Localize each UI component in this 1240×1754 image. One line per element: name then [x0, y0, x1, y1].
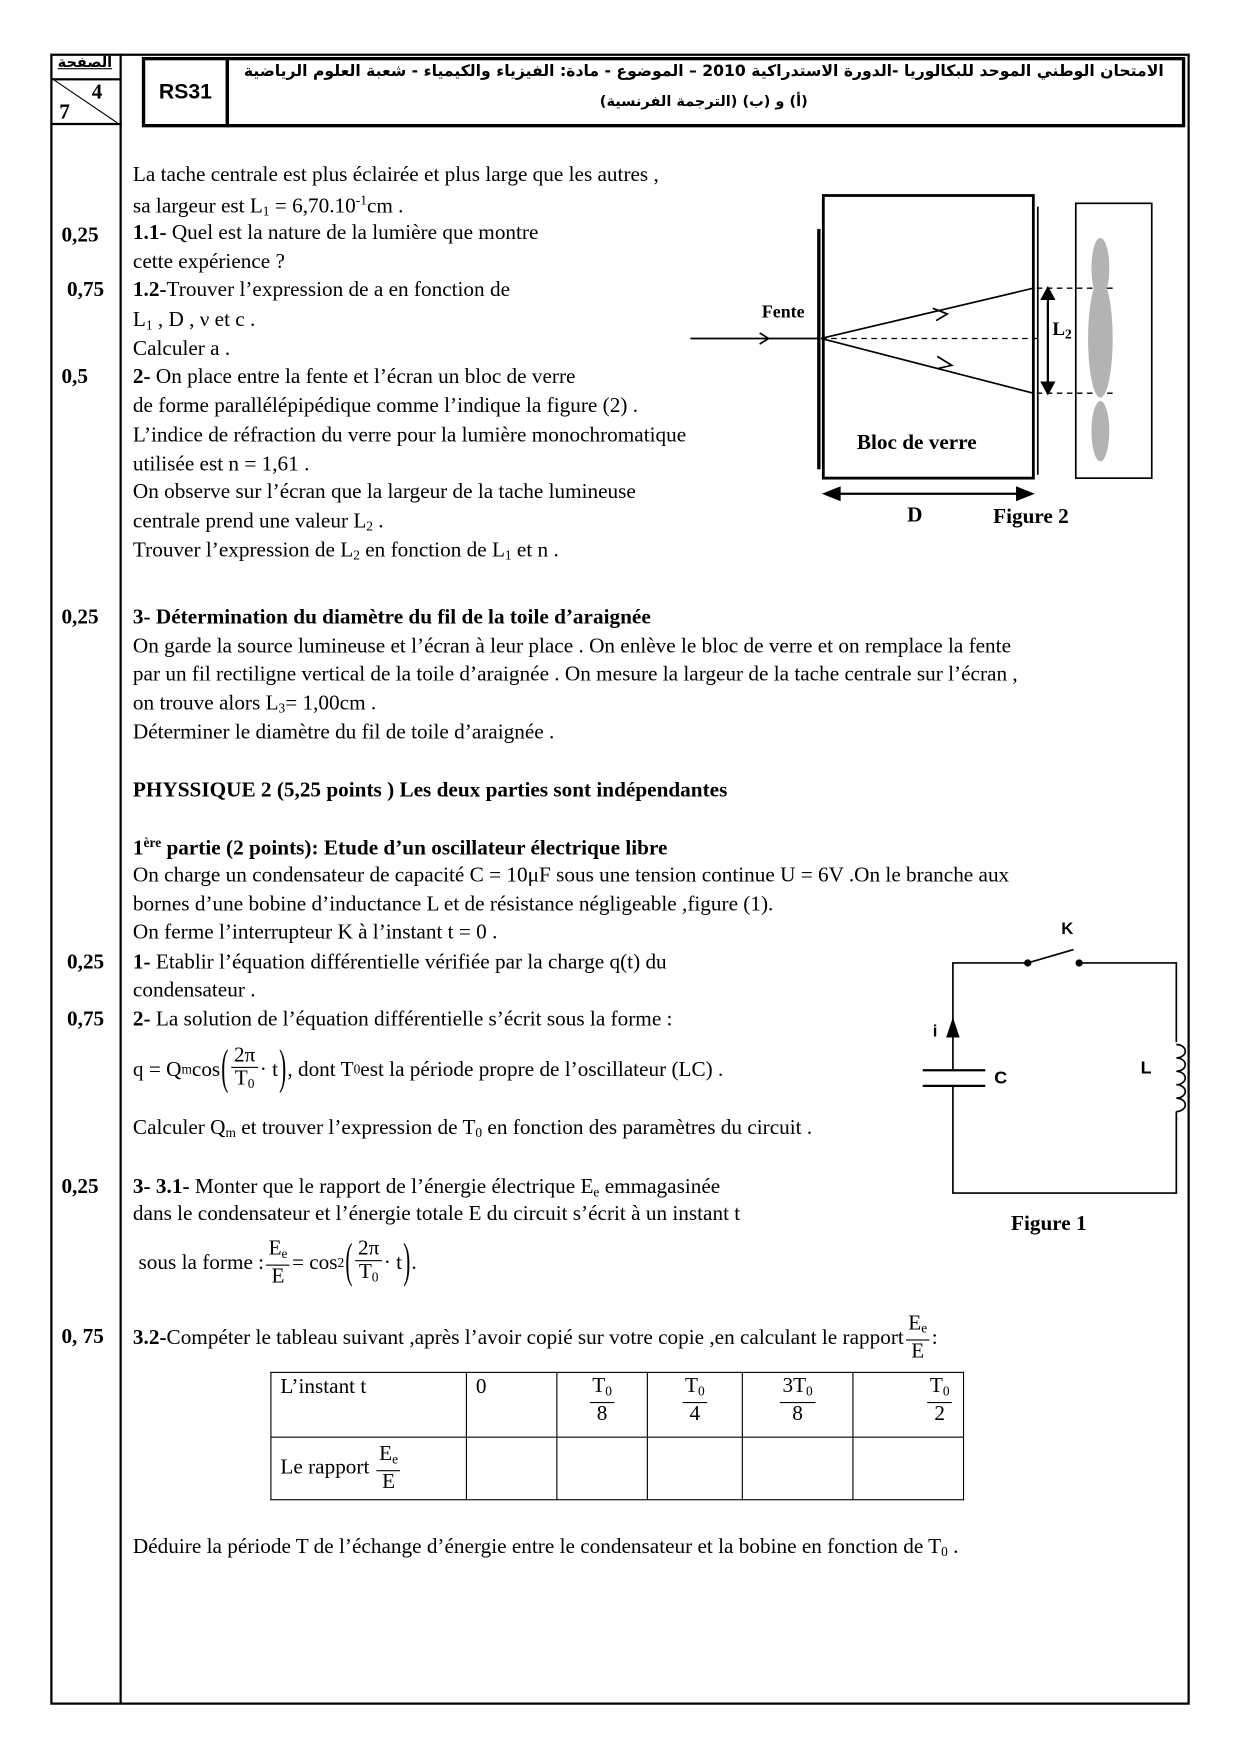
table-cell-empty — [647, 1437, 742, 1500]
question-1: 1- Etablir l’équation différentielle vérifiée par la charge q(t) du — [132, 950, 667, 975]
text-line: On garde la source lumineuse et l’écran à leur place . On enlève le bloc de verre et on remplace la fente — [132, 634, 1011, 658]
label-i: i — [932, 1022, 938, 1042]
part-title: 1ère partie (2 points): Etude d’un oscillateur électrique libre — [132, 834, 668, 861]
text-line: Déterminer le diamètre du fil de toile d’araignée . — [132, 720, 555, 745]
label-c: C — [994, 1069, 1008, 1089]
label-d: D — [907, 503, 923, 528]
text-line: centrale prend une valeur $L_2$ . — [132, 509, 384, 534]
margin-divider — [120, 54, 122, 1703]
page-total: 7 — [59, 100, 70, 125]
exam-code: RS31 — [142, 57, 229, 127]
text-line: Calculer $Q_m$ et trouver l’expression de $T_0$ en fonction des paramètres du circuit . — [132, 1116, 813, 1141]
table-header-cell: Le rapport $\frac{E_e}{E}$ — [271, 1437, 466, 1500]
question-1-2: 1.2-Trouver l’expression de a en fonction de — [132, 278, 511, 302]
table-cell: 0 — [466, 1372, 556, 1437]
score: 0,75 — [67, 1007, 105, 1032]
text-line: dans le condensateur et l’énergie totale E du circuit s’écrit à un instant t — [132, 1202, 741, 1226]
text-line: $L_1$ , D , ν et c . — [132, 308, 256, 333]
text-line: On ferme l’interrupteur K à l’instant t = 0 . — [132, 920, 498, 944]
screen — [1076, 203, 1152, 478]
score: 0,25 — [67, 950, 105, 975]
text-line: par un fil rectiligne vertical de la toile d’araignée . On mesure la largeur de la tache centrale sur l’écran , — [132, 662, 1018, 686]
table-cell-empty — [557, 1437, 647, 1500]
table-cell: $\frac{T_0}{2}$ — [853, 1372, 964, 1437]
score: 0,25 — [61, 223, 99, 247]
inductor-coil — [1176, 1045, 1185, 1112]
text-line: sa largeur est $L_1 = 6,70.10^{-1}cm$ . — [132, 192, 404, 219]
formula-q: q = Q m cos ( $\frac{2\pi}{T_0}$ · t ) , dont T 0 est la période propre de l’oscillateur (LC) . — [132, 1041, 724, 1096]
label-bloc-de-verre: Bloc de verre — [856, 431, 977, 455]
text-line: L’indice de réfraction du verre pour la lumière monochromatique — [132, 423, 687, 447]
text-line: de forme parallélépipédique comme l’indique la figure (2) . — [132, 394, 639, 418]
question-3-2: 3.2- Compéter le tableau suivant ,après l’avoir copié sur votre copie ,en calculant le rapport $\frac{E_e}{E}$ : — [132, 1311, 938, 1363]
formula-energy-ratio: sous la forme : $\frac{E_e}{E}$ = cos 2 ( $\frac{2\pi}{T_0}$ · t ) . — [138, 1234, 417, 1289]
wire — [953, 963, 1028, 1070]
text-line: On observe sur l’écran que la largeur de la tache lumineuse — [132, 480, 636, 504]
table-row — [271, 1437, 964, 1500]
text-line: Calculer a . — [132, 337, 231, 361]
table-header-cell: L’instant t — [271, 1372, 466, 1437]
wire — [953, 1086, 1176, 1193]
text-line: bornes d’une bobine d’inductance L et de résistance négligeable ,figure (1). — [132, 892, 774, 917]
text-line: On charge un condensateur de capacité C = 10μF sous une tension continue U = 6V .On le branche aux — [132, 863, 1010, 887]
table-cell-empty — [466, 1437, 556, 1500]
exam-subtitle: (أ) و (ب) (الترجمة الفرنسية) — [599, 93, 808, 111]
table-cell: $\frac{3T_0}{8}$ — [742, 1372, 853, 1437]
page-label: الصفحة — [57, 54, 113, 72]
figure-2-diagram — [670, 179, 1184, 536]
table-cell: $\frac{T_0}{8}$ — [557, 1372, 647, 1437]
score: 0,75 — [67, 278, 105, 302]
score: 0,25 — [61, 605, 99, 629]
score: 0,5 — [61, 365, 88, 389]
wire — [1079, 963, 1176, 1042]
label-l: L — [1140, 1059, 1152, 1079]
text-line: Déduire la période T de l’échange d’énergie entre le condensateur et la bobine en fonction de $T_0$ . — [132, 1534, 959, 1560]
text-line: Trouver l’expression de $L_2$ en fonction de $L_1$ et n . — [132, 538, 559, 564]
score: 0, 75 — [61, 1324, 104, 1349]
section-title: 3- Détermination du diamètre du fil de la toile d’araignée — [132, 605, 651, 629]
table-cell: $\frac{T_0}{4}$ — [647, 1372, 742, 1437]
question-2: 2- La solution de l’équation différentielle s’écrit sous la forme : — [132, 1007, 673, 1032]
text-line: La tache centrale est plus éclairée et plus large que les autres , — [132, 163, 659, 187]
label-fente: Fente — [761, 302, 805, 322]
ray-top — [821, 288, 1033, 338]
exam-title: الامتحان الوطني الموحد للبكالوريا -الدورة الاستدراكية 2010 – الموضوع - مادة: الفيزياء والكيمياء - شعبة العلوم الرياضية — [243, 62, 1164, 81]
current-arrow — [947, 1020, 958, 1037]
label-k: K — [1061, 919, 1074, 939]
question-3-1: 3- 3.1- Monter que le rapport de l’énergie électrique $E_e$ emmagasinée — [132, 1175, 721, 1200]
energy-ratio-table — [270, 1372, 964, 1500]
figure-1-caption: Figure 1 — [1010, 1212, 1087, 1236]
table-cell-empty — [742, 1437, 853, 1500]
fringe — [1091, 401, 1109, 461]
question-2: 2- On place entre la fente et l’écran un bloc de verre — [132, 365, 576, 389]
text-line: utilisée est n = 1,61 . — [132, 452, 310, 476]
text-line: on trouve alors $L_3= 1,00cm$ . — [132, 691, 377, 717]
page-current: 4 — [91, 80, 103, 104]
ray-bottom — [821, 338, 1033, 393]
switch-k — [1028, 950, 1074, 963]
label-l2: $L_2$ — [1052, 318, 1072, 342]
text-line: cette expérience ? — [132, 250, 285, 274]
text-line: condensateur . — [132, 978, 256, 1003]
score: 0,25 — [61, 1175, 99, 1199]
table-row — [271, 1372, 964, 1437]
question-1-1: 1.1- Quel est la nature de la lumière que montre — [132, 221, 539, 245]
central-fringe — [1088, 279, 1113, 397]
section-title: PHYSSIQUE 2 (5,25 points ) Les deux parties sont indépendantes — [132, 778, 728, 803]
table-cell-empty — [853, 1437, 964, 1500]
figure-2-caption: Figure 2 — [993, 504, 1069, 529]
